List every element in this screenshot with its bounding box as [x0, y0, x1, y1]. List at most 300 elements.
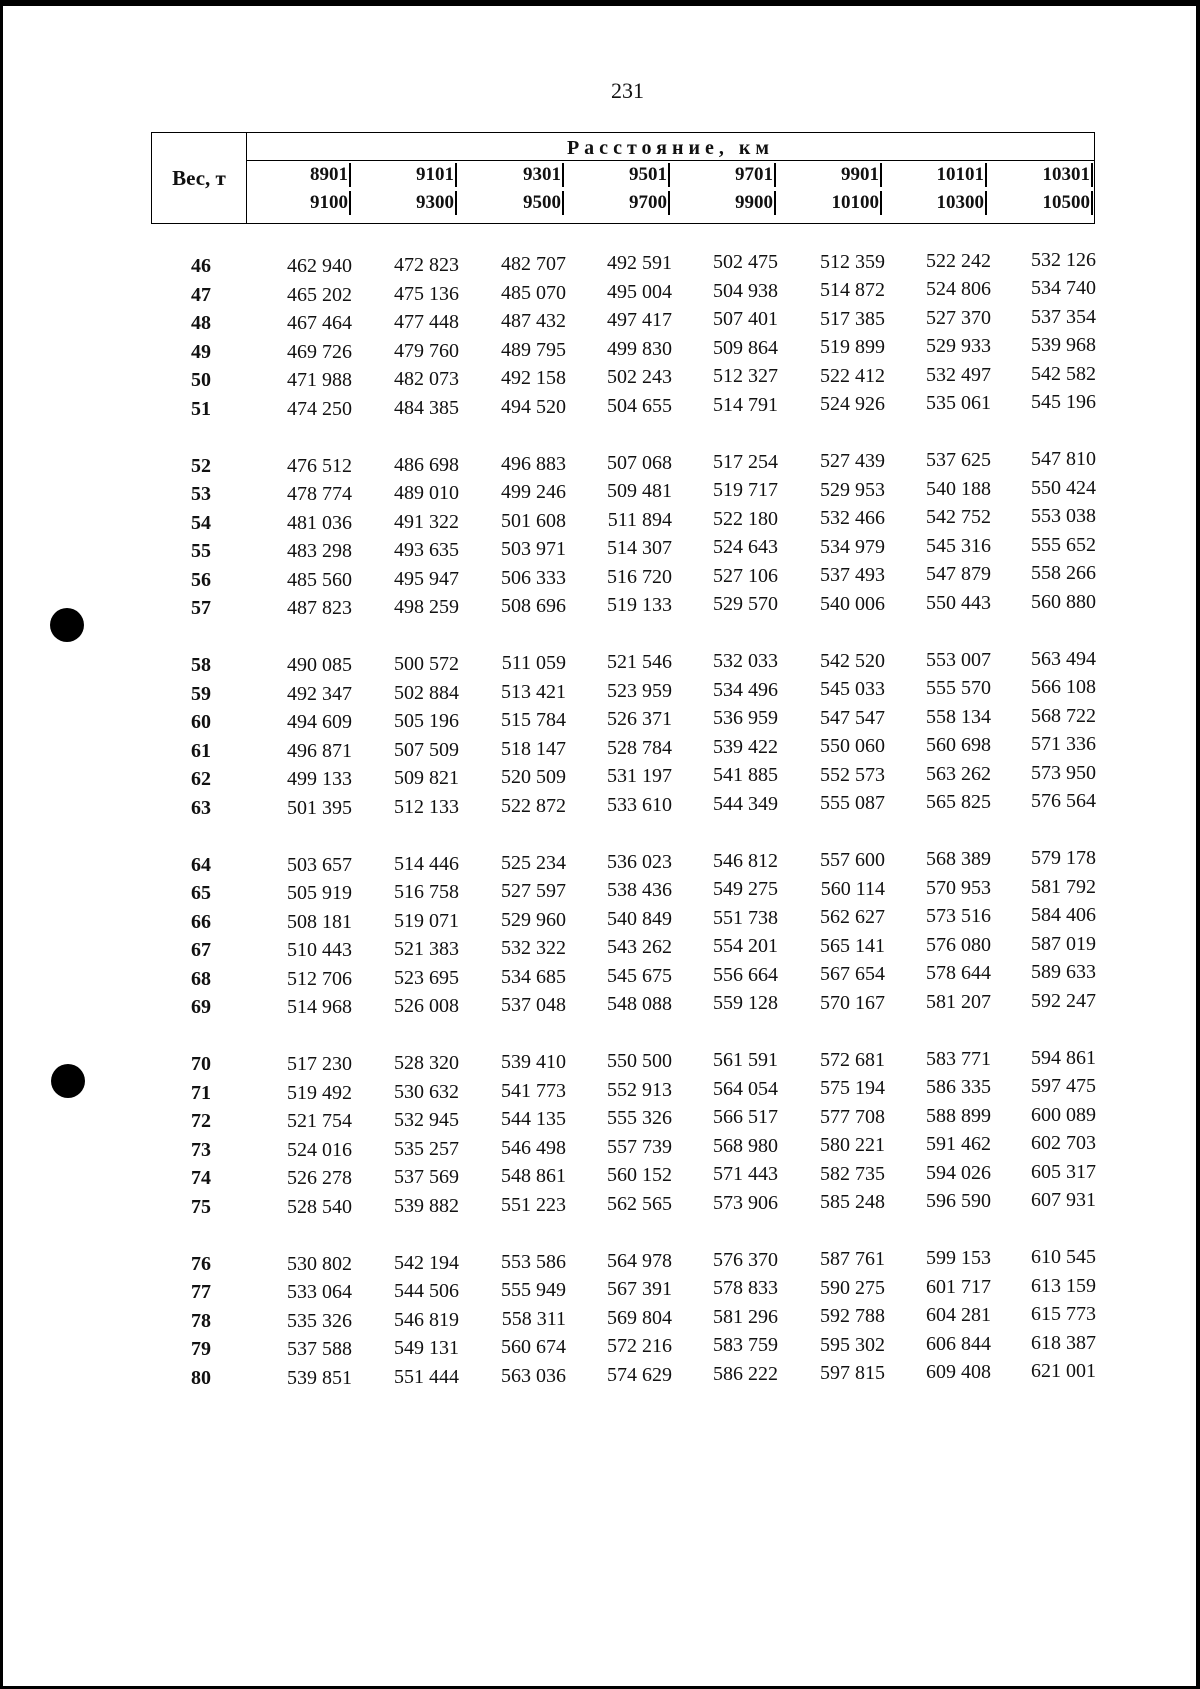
table-row — [0, 1189, 1200, 1223]
value-cell: 538 436 — [607, 879, 672, 902]
range-from: 9301 — [523, 163, 564, 187]
value-cell: 590 275 — [820, 1276, 885, 1299]
value-cell: 550 500 — [607, 1050, 672, 1073]
value-cell: 571 336 — [1031, 733, 1096, 756]
value-cell: 558 311 — [501, 1307, 566, 1330]
value-cell: 540 006 — [820, 592, 885, 615]
value-cell: 514 307 — [607, 537, 672, 560]
weight-cell: 79 — [191, 1338, 211, 1360]
value-cell: 581 296 — [713, 1305, 778, 1328]
value-cell: 552 573 — [820, 763, 885, 786]
value-cell: 592 788 — [820, 1305, 885, 1327]
value-cell: 584 406 — [1031, 904, 1096, 927]
value-cell: 475 136 — [394, 282, 459, 305]
value-cell: 554 201 — [713, 935, 778, 958]
range-to: 9700 — [629, 191, 670, 215]
value-cell: 542 582 — [1031, 362, 1096, 385]
value-cell: 578 833 — [713, 1277, 778, 1300]
value-cell: 512 133 — [394, 795, 459, 818]
value-cell: 537 048 — [501, 994, 566, 1017]
value-cell: 572 681 — [820, 1048, 885, 1071]
value-cell: 524 926 — [820, 393, 885, 415]
range-from: 9501 — [629, 163, 670, 187]
value-cell: 514 446 — [394, 852, 459, 875]
value-cell: 583 771 — [926, 1047, 991, 1070]
value-cell: 507 509 — [394, 738, 459, 761]
value-cell: 486 698 — [394, 453, 459, 476]
weight-cell: 53 — [191, 483, 211, 505]
value-cell: 544 349 — [713, 792, 778, 815]
value-cell: 532 497 — [926, 363, 991, 386]
value-cell: 547 810 — [1031, 448, 1096, 471]
distance-range-header — [993, 161, 1093, 223]
weight-cell: 80 — [191, 1366, 211, 1389]
page-number: 231 — [611, 78, 644, 103]
weight-cell: 59 — [191, 682, 211, 705]
value-cell: 570 953 — [926, 876, 991, 899]
value-cell: 535 061 — [926, 392, 991, 415]
value-cell: 581 207 — [926, 990, 991, 1013]
value-cell: 604 281 — [926, 1304, 991, 1327]
value-cell: 585 248 — [820, 1191, 885, 1213]
value-cell: 576 564 — [1031, 790, 1096, 813]
value-cell: 532 466 — [820, 507, 885, 529]
value-cell: 483 298 — [287, 540, 352, 562]
value-cell: 577 708 — [820, 1105, 885, 1128]
distance-header: Расстояние, км — [247, 133, 1094, 161]
value-cell: 539 968 — [1031, 334, 1096, 357]
value-cell: 522 180 — [713, 507, 778, 530]
value-cell: 597 475 — [1031, 1075, 1096, 1098]
value-cell: 573 950 — [1031, 761, 1096, 784]
value-cell: 509 864 — [713, 336, 778, 359]
value-cell: 578 644 — [926, 962, 991, 985]
weight-cell: 50 — [191, 369, 211, 391]
value-cell: 536 959 — [713, 707, 778, 730]
value-cell: 551 444 — [394, 1365, 459, 1388]
value-cell: 555 326 — [607, 1107, 672, 1130]
value-cell: 524 806 — [926, 278, 991, 301]
value-cell: 512 327 — [713, 365, 778, 388]
value-cell: 485 560 — [287, 568, 352, 591]
value-cell: 529 933 — [926, 335, 991, 358]
value-cell: 557 739 — [607, 1135, 672, 1158]
value-cell: 503 657 — [287, 853, 352, 876]
value-cell: 592 247 — [1031, 989, 1096, 1012]
value-cell: 532 945 — [394, 1109, 459, 1132]
value-cell: 529 570 — [713, 593, 778, 616]
value-cell: 476 512 — [287, 454, 352, 477]
value-cell: 560 880 — [1031, 590, 1096, 613]
value-cell: 519 071 — [394, 909, 459, 932]
value-cell: 536 023 — [607, 850, 672, 873]
value-cell: 467 464 — [287, 312, 352, 334]
value-cell: 533 610 — [607, 793, 672, 816]
value-cell: 547 547 — [820, 706, 885, 729]
value-cell: 559 128 — [713, 992, 778, 1015]
value-cell: 586 335 — [926, 1076, 991, 1099]
value-cell: 562 627 — [820, 906, 885, 928]
table-row — [0, 590, 1200, 624]
range-to: 9900 — [735, 191, 776, 215]
value-cell: 502 884 — [394, 681, 459, 704]
value-cell: 583 759 — [713, 1334, 778, 1357]
value-cell: 558 266 — [1031, 562, 1096, 585]
value-cell: 551 223 — [501, 1193, 566, 1216]
value-cell: 501 608 — [501, 509, 566, 532]
value-cell: 518 147 — [501, 737, 566, 760]
value-cell: 494 520 — [501, 395, 566, 418]
range-to: 9300 — [416, 191, 457, 215]
value-cell: 525 234 — [501, 851, 566, 874]
range-from: 8901 — [310, 163, 351, 187]
value-cell: 573 906 — [713, 1191, 778, 1214]
value-cell: 507 068 — [607, 451, 672, 474]
value-cell: 487 823 — [287, 597, 352, 619]
distance-range-headers — [247, 161, 1094, 223]
weight-cell: 73 — [191, 1138, 211, 1161]
value-cell: 516 758 — [394, 881, 459, 904]
weight-cell: 68 — [191, 967, 211, 990]
value-cell: 506 333 — [501, 566, 566, 589]
value-cell: 514 968 — [287, 996, 352, 1018]
value-cell: 594 026 — [926, 1161, 991, 1184]
value-cell: 564 978 — [607, 1249, 672, 1272]
value-cell: 532 126 — [1031, 248, 1096, 271]
value-cell: 539 851 — [287, 1366, 352, 1389]
value-cell: 509 821 — [394, 767, 459, 790]
value-cell: 567 391 — [607, 1278, 672, 1301]
weight-cell: 74 — [191, 1167, 211, 1189]
value-cell: 474 250 — [287, 397, 352, 420]
value-cell: 522 412 — [820, 364, 885, 387]
weight-cell: 56 — [191, 568, 211, 591]
value-cell: 567 654 — [820, 963, 885, 985]
value-cell: 492 347 — [287, 682, 352, 705]
value-cell: 562 565 — [607, 1192, 672, 1215]
value-cell: 568 389 — [926, 848, 991, 871]
value-cell: 621 001 — [1031, 1360, 1096, 1383]
value-cell: 550 443 — [926, 591, 991, 614]
weight-cell: 54 — [191, 511, 211, 534]
value-cell: 465 202 — [287, 283, 352, 306]
value-cell: 526 278 — [287, 1167, 352, 1189]
value-cell: 574 629 — [607, 1363, 672, 1386]
range-to: 9500 — [523, 191, 564, 215]
weight-cell: 77 — [191, 1281, 211, 1303]
value-cell: 545 316 — [926, 534, 991, 557]
weight-cell: 65 — [191, 882, 211, 904]
value-cell: 517 230 — [287, 1053, 352, 1075]
value-cell: 563 262 — [926, 762, 991, 785]
value-cell: 472 823 — [394, 254, 459, 277]
value-cell: 514 791 — [713, 393, 778, 416]
value-cell: 508 181 — [287, 910, 352, 933]
value-cell: 489 795 — [501, 338, 566, 361]
value-cell: 605 317 — [1031, 1160, 1096, 1183]
value-cell: 530 802 — [287, 1252, 352, 1275]
value-cell: 587 019 — [1031, 932, 1096, 955]
value-cell: 494 609 — [287, 711, 352, 733]
value-cell: 534 496 — [713, 678, 778, 701]
value-cell: 546 812 — [713, 849, 778, 872]
value-cell: 523 959 — [607, 679, 672, 702]
value-cell: 527 439 — [820, 450, 885, 472]
value-cell: 553 586 — [501, 1250, 566, 1273]
value-cell: 519 717 — [713, 479, 778, 502]
value-cell: 516 720 — [607, 565, 672, 588]
value-cell: 522 242 — [926, 249, 991, 272]
value-cell: 528 320 — [394, 1052, 459, 1075]
range-to: 10300 — [937, 191, 988, 215]
value-cell: 537 493 — [820, 564, 885, 586]
range-to: 10500 — [1043, 191, 1094, 215]
value-cell: 504 938 — [713, 279, 778, 302]
value-cell: 565 141 — [820, 934, 885, 957]
distance-range-header — [464, 161, 564, 223]
table-header — [151, 132, 1095, 224]
value-cell: 504 655 — [607, 394, 672, 417]
weight-cell: 46 — [191, 255, 211, 277]
value-cell: 600 089 — [1031, 1103, 1096, 1126]
value-cell: 549 275 — [713, 878, 778, 901]
value-cell: 540 849 — [607, 907, 672, 930]
value-cell: 580 221 — [820, 1134, 885, 1156]
value-cell: 499 830 — [607, 337, 672, 360]
value-cell: 496 871 — [287, 739, 352, 762]
weight-cell: 67 — [191, 939, 211, 961]
value-cell: 499 133 — [287, 768, 352, 790]
value-cell: 602 703 — [1031, 1132, 1096, 1155]
value-cell: 523 695 — [394, 966, 459, 989]
value-cell: 493 635 — [394, 539, 459, 562]
weight-cell: 63 — [191, 796, 211, 819]
weight-column-header: Вес, т — [152, 133, 247, 223]
value-cell: 527 597 — [501, 880, 566, 903]
value-cell: 599 153 — [926, 1247, 991, 1270]
value-cell: 544 135 — [501, 1108, 566, 1131]
value-cell: 557 600 — [820, 849, 885, 871]
value-cell: 534 740 — [1031, 277, 1096, 300]
value-cell: 542 194 — [394, 1251, 459, 1274]
value-cell: 540 188 — [926, 477, 991, 500]
table-row — [0, 1360, 1200, 1394]
value-cell: 521 754 — [287, 1110, 352, 1132]
value-cell: 575 194 — [820, 1077, 885, 1099]
value-cell: 513 421 — [501, 680, 566, 703]
value-cell: 587 761 — [820, 1248, 885, 1270]
weight-cell: 61 — [191, 739, 211, 762]
value-cell: 609 408 — [926, 1361, 991, 1384]
distance-range-header — [887, 161, 987, 223]
value-cell: 534 979 — [820, 535, 885, 558]
value-cell: 489 010 — [394, 482, 459, 505]
value-cell: 586 222 — [713, 1362, 778, 1385]
value-cell: 477 448 — [394, 311, 459, 334]
value-cell: 519 133 — [607, 594, 672, 617]
weight-cell: 71 — [191, 1081, 211, 1104]
value-cell: 491 322 — [394, 510, 459, 533]
value-cell: 479 760 — [394, 339, 459, 362]
value-cell: 558 134 — [926, 705, 991, 728]
value-cell: 572 216 — [607, 1335, 672, 1358]
value-cell: 555 087 — [820, 792, 885, 814]
weight-cell: 69 — [191, 996, 211, 1018]
value-cell: 533 064 — [287, 1281, 352, 1303]
value-cell: 505 919 — [287, 882, 352, 904]
range-from: 9701 — [735, 163, 776, 187]
weight-cell: 76 — [191, 1252, 211, 1275]
value-cell: 560 152 — [607, 1164, 672, 1187]
value-cell: 524 643 — [713, 536, 778, 559]
weight-cell: 52 — [191, 454, 211, 477]
value-cell: 563 036 — [501, 1364, 566, 1387]
weight-cell: 62 — [191, 768, 211, 790]
weight-cell: 51 — [191, 397, 211, 420]
value-cell: 556 664 — [713, 963, 778, 986]
value-cell: 553 007 — [926, 648, 991, 671]
table-row — [0, 989, 1200, 1023]
value-cell: 566 517 — [713, 1106, 778, 1129]
value-cell: 501 395 — [287, 796, 352, 819]
value-cell: 508 696 — [501, 595, 566, 618]
value-cell: 537 354 — [1031, 305, 1096, 328]
value-cell: 524 016 — [287, 1138, 352, 1161]
value-cell: 568 980 — [713, 1134, 778, 1157]
range-from: 10301 — [1043, 163, 1094, 187]
weight-cell: 47 — [191, 283, 211, 306]
value-cell: 535 257 — [394, 1137, 459, 1160]
value-cell: 560 698 — [926, 734, 991, 757]
value-cell: 522 872 — [501, 794, 566, 817]
value-cell: 529 953 — [820, 478, 885, 501]
value-cell: 519 492 — [287, 1081, 352, 1104]
value-cell: 517 385 — [820, 307, 885, 330]
value-cell: 541 773 — [501, 1079, 566, 1102]
value-cell: 526 008 — [394, 995, 459, 1018]
value-cell: 539 882 — [394, 1194, 459, 1217]
weight-cell: 58 — [191, 654, 211, 676]
value-cell: 500 572 — [394, 653, 459, 676]
value-cell: 549 131 — [394, 1337, 459, 1360]
value-cell: 537 588 — [287, 1338, 352, 1360]
value-cell: 484 385 — [394, 396, 459, 419]
value-cell: 509 481 — [607, 480, 672, 503]
value-cell: 571 443 — [713, 1163, 778, 1186]
value-cell: 550 060 — [820, 735, 885, 757]
value-cell: 541 885 — [713, 764, 778, 787]
value-cell: 527 370 — [926, 306, 991, 329]
distance-range-header — [782, 161, 882, 223]
value-cell: 537 569 — [394, 1166, 459, 1189]
value-cell: 502 475 — [713, 251, 778, 274]
value-cell: 589 633 — [1031, 961, 1096, 984]
value-cell: 478 774 — [287, 483, 352, 505]
value-cell: 597 815 — [820, 1362, 885, 1384]
value-cell: 519 899 — [820, 336, 885, 358]
value-cell: 596 590 — [926, 1190, 991, 1213]
value-cell: 555 949 — [501, 1279, 566, 1302]
distance-range-header — [357, 161, 457, 223]
value-cell: 555 652 — [1031, 533, 1096, 556]
value-cell: 606 844 — [926, 1332, 991, 1355]
table-row — [0, 790, 1200, 824]
value-cell: 537 625 — [926, 449, 991, 472]
distance-range-header — [570, 161, 670, 223]
value-cell: 581 792 — [1031, 875, 1096, 898]
value-cell: 527 106 — [713, 564, 778, 587]
value-cell: 462 940 — [287, 255, 352, 277]
value-cell: 492 158 — [501, 367, 566, 390]
weight-cell: 75 — [191, 1195, 211, 1218]
value-cell: 510 443 — [287, 939, 352, 961]
value-cell: 482 073 — [394, 368, 459, 391]
weight-cell: 66 — [191, 910, 211, 933]
value-cell: 511 894 — [607, 508, 672, 531]
value-cell: 613 159 — [1031, 1274, 1096, 1297]
range-to: 10100 — [832, 191, 883, 215]
value-cell: 528 784 — [607, 736, 672, 759]
value-cell: 498 259 — [394, 596, 459, 619]
value-cell: 610 545 — [1031, 1246, 1096, 1269]
value-cell: 618 387 — [1031, 1331, 1096, 1354]
range-from: 10101 — [937, 163, 988, 187]
value-cell: 561 591 — [713, 1049, 778, 1072]
value-cell: 481 036 — [287, 511, 352, 534]
value-cell: 502 243 — [607, 366, 672, 389]
value-cell: 564 054 — [713, 1077, 778, 1100]
value-cell: 490 085 — [287, 654, 352, 676]
value-cell: 544 506 — [394, 1280, 459, 1303]
value-cell: 492 591 — [607, 252, 672, 275]
weight-cell: 78 — [191, 1309, 211, 1332]
value-cell: 573 516 — [926, 905, 991, 928]
value-cell: 521 546 — [607, 651, 672, 674]
value-cell: 505 196 — [394, 710, 459, 733]
value-cell: 520 509 — [501, 766, 566, 789]
value-cell: 507 401 — [713, 308, 778, 331]
value-cell: 526 371 — [607, 708, 672, 731]
value-cell: 560 114 — [820, 877, 885, 900]
value-cell: 512 359 — [820, 250, 885, 273]
value-cell: 542 520 — [820, 649, 885, 672]
value-cell: 497 417 — [607, 309, 672, 332]
distance-range-header — [251, 161, 351, 223]
weight-cell: 60 — [191, 711, 211, 733]
range-from: 9101 — [416, 163, 457, 187]
value-cell: 469 726 — [287, 340, 352, 363]
distance-range-header — [676, 161, 776, 223]
value-cell: 511 059 — [501, 652, 566, 675]
value-cell: 570 167 — [820, 991, 885, 1014]
value-cell: 582 735 — [820, 1162, 885, 1185]
value-cell: 545 033 — [820, 678, 885, 700]
value-cell: 568 722 — [1031, 704, 1096, 727]
value-cell: 543 262 — [607, 936, 672, 959]
value-cell: 579 178 — [1031, 847, 1096, 870]
value-cell: 529 960 — [501, 908, 566, 931]
value-cell: 553 038 — [1031, 505, 1096, 528]
value-cell: 551 738 — [713, 906, 778, 929]
value-cell: 576 370 — [713, 1248, 778, 1271]
value-cell: 563 494 — [1031, 647, 1096, 670]
value-cell: 495 004 — [607, 280, 672, 303]
value-cell: 595 302 — [820, 1333, 885, 1356]
value-cell: 471 988 — [287, 369, 352, 391]
value-cell: 532 322 — [501, 937, 566, 960]
value-cell: 514 872 — [820, 279, 885, 301]
value-cell: 485 070 — [501, 281, 566, 304]
